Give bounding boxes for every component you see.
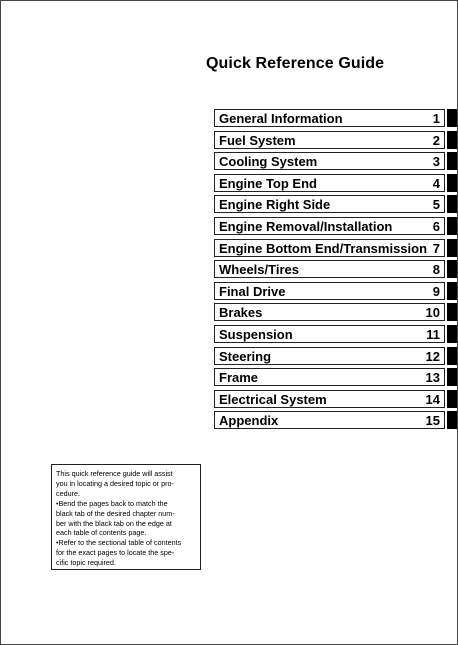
- chapter-black-tab: [447, 347, 457, 365]
- chapter-black-tab: [447, 411, 457, 429]
- note-line: black tab of the desired chapter num-: [56, 508, 175, 518]
- chapter-black-tab: [447, 390, 457, 408]
- chapter-black-tab: [447, 217, 457, 235]
- chapter-label: Fuel System: [219, 132, 296, 148]
- chapter-number: 12: [425, 348, 440, 364]
- chapter-box: [214, 239, 445, 257]
- chapter-label: Engine Bottom End/Transmission: [219, 240, 428, 256]
- note-line: •Refer to the sectional table of contents: [56, 538, 182, 548]
- chapter-box: [214, 390, 445, 408]
- chapter-list: [214, 109, 457, 433]
- chapter-label: Electrical System: [219, 391, 327, 407]
- chapter-number: 13: [425, 370, 440, 386]
- chapter-label: Engine Top End: [219, 175, 317, 191]
- chapter-row[interactable]: [214, 282, 457, 304]
- chapter-box: [214, 411, 445, 429]
- chapter-label: Wheels/Tires: [219, 262, 299, 278]
- chapter-black-tab: [447, 303, 457, 321]
- chapter-row[interactable]: [214, 239, 457, 261]
- chapter-box: [214, 368, 445, 386]
- chapter-black-tab: [447, 368, 457, 386]
- chapter-row[interactable]: [214, 347, 457, 369]
- chapter-black-tab: [447, 282, 457, 300]
- chapter-row[interactable]: [214, 368, 457, 390]
- note-line: cific topic required.: [56, 558, 116, 568]
- chapter-label: Engine Right Side: [219, 197, 331, 213]
- chapter-number: 10: [425, 305, 440, 321]
- note-line: cedure.: [56, 488, 80, 498]
- chapter-number: 3: [432, 154, 440, 170]
- chapter-box: [214, 217, 445, 235]
- chapter-box: [214, 260, 445, 278]
- chapter-label: Cooling System: [219, 154, 318, 170]
- chapter-box: [214, 303, 445, 321]
- chapter-row[interactable]: [214, 260, 457, 282]
- chapter-row[interactable]: [214, 152, 457, 174]
- chapter-black-tab: [447, 131, 457, 149]
- chapter-number: 1: [432, 111, 440, 126]
- chapter-black-tab: [447, 109, 457, 127]
- chapter-label: Frame: [219, 370, 259, 386]
- chapter-box: [214, 131, 445, 149]
- note-line: you in locating a desired topic or pro-: [56, 478, 174, 488]
- chapter-row[interactable]: [214, 131, 457, 153]
- note-line: ber with the black tab on the edge at: [56, 518, 172, 528]
- chapter-number: 15: [425, 413, 440, 429]
- note-line: for the exact pages to locate the spe-: [56, 548, 175, 558]
- chapter-black-tab: [447, 152, 457, 170]
- chapter-label: Engine Removal/Installation: [219, 218, 393, 234]
- chapter-label: Appendix: [219, 413, 279, 429]
- instructions-note: [51, 464, 201, 570]
- note-line: •Bend the pages back to match the: [56, 498, 168, 508]
- chapter-black-tab: [447, 325, 457, 343]
- chapter-black-tab: [447, 260, 457, 278]
- chapter-box: [214, 174, 445, 192]
- chapter-black-tab: [447, 195, 457, 213]
- chapter-row[interactable]: [214, 325, 457, 347]
- chapter-number: 11: [426, 326, 440, 342]
- chapter-black-tab: [447, 174, 457, 192]
- chapter-row[interactable]: [214, 390, 457, 412]
- chapter-number: 9: [432, 283, 440, 299]
- chapter-number: 2: [432, 132, 440, 148]
- chapter-number: 4: [432, 175, 440, 191]
- chapter-box: [214, 282, 445, 300]
- chapter-row[interactable]: [214, 411, 457, 433]
- chapter-black-tab: [447, 239, 457, 257]
- chapter-number: 8: [432, 262, 440, 278]
- chapter-box: [214, 109, 445, 127]
- chapter-number: 14: [425, 391, 440, 407]
- chapter-row[interactable]: [214, 303, 457, 325]
- chapter-box: [214, 195, 445, 213]
- chapter-number: 6: [432, 218, 440, 234]
- note-line: This quick reference guide will assist: [56, 469, 173, 478]
- chapter-box: [214, 325, 445, 343]
- page-title: Quick Reference Guide: [206, 55, 385, 72]
- chapter-box: [214, 152, 445, 170]
- chapter-label: General Information: [219, 111, 343, 126]
- chapter-number: 7: [432, 240, 440, 256]
- note-line: each table of contents page.: [56, 528, 147, 538]
- chapter-label: Steering: [219, 348, 272, 364]
- chapter-box: [214, 347, 445, 365]
- chapter-label: Final Drive: [219, 283, 286, 299]
- chapter-label: Suspension: [219, 326, 293, 342]
- chapter-number: 5: [432, 197, 440, 213]
- chapter-row[interactable]: [214, 217, 457, 239]
- chapter-label: Brakes: [219, 305, 263, 321]
- chapter-row[interactable]: [214, 109, 457, 131]
- chapter-row[interactable]: [214, 174, 457, 196]
- chapter-row[interactable]: [214, 195, 457, 217]
